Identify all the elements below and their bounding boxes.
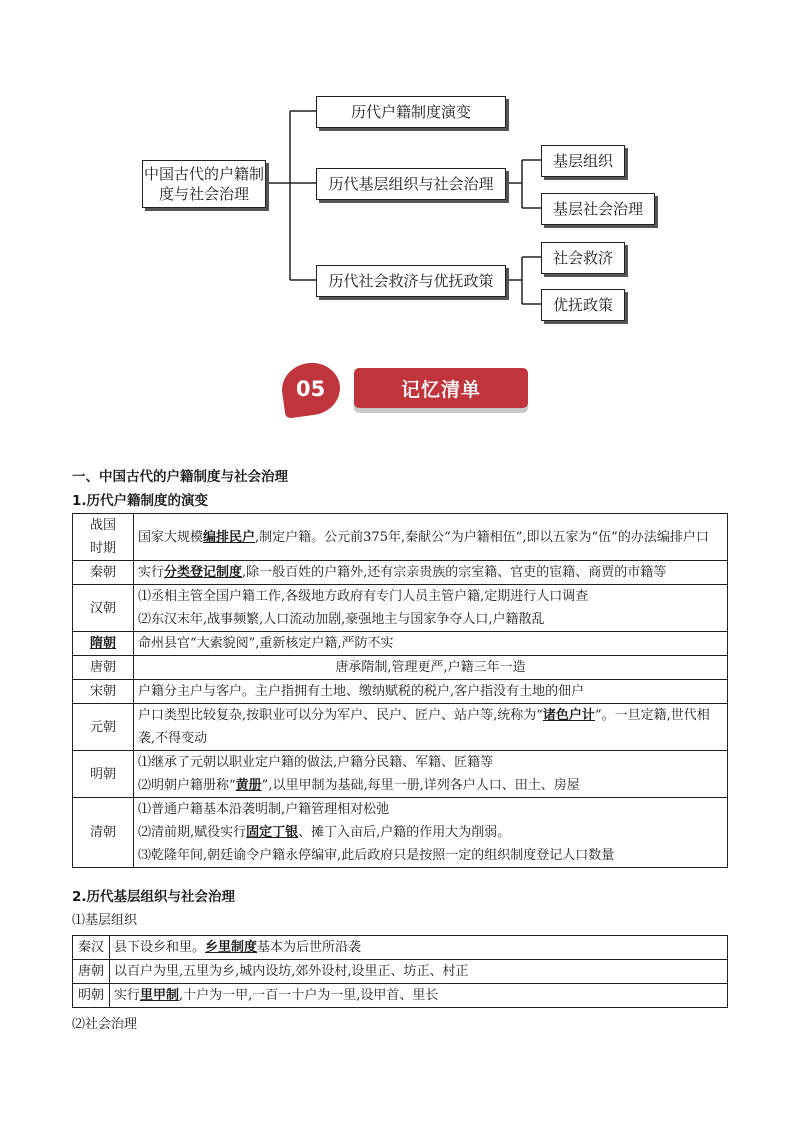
grassroots-organization-table <box>72 935 728 1008</box>
cell-text: ⑴继承了元朝以职业定户籍的做法,户籍分民籍、军籍、匠籍等 <box>138 755 494 770</box>
cell-text: ⑵明朝户籍册称“ <box>138 778 236 793</box>
mind-map-leaf <box>541 242 625 274</box>
content-cell <box>134 704 728 751</box>
content-cell <box>134 514 728 561</box>
cell-text: ⑴普通户籍基本沿袭明制,户籍管理相对松弛 <box>138 802 390 817</box>
table-row <box>73 704 728 751</box>
cell-text: 县下设乡和里。 <box>114 940 206 955</box>
subsection-heading: 2.历代基层组织与社会治理 <box>72 889 236 905</box>
mind-map-leaf-label: 社会救济 <box>552 249 613 267</box>
badge-number-circle <box>279 359 344 419</box>
part-heading: ⑵社会治理 <box>72 1017 138 1032</box>
cell-text: 户口类型比较复杂,按职业可以分为军户、民户、匠户、站户等,统称为“ <box>138 708 543 723</box>
table-row <box>73 632 728 656</box>
content-cell <box>110 984 728 1008</box>
content-cell: 户籍分主户与客户。主户指拥有土地、缴纳赋税的税户,客户指没有土地的佃户 <box>134 680 728 704</box>
dynasty-cell: 秦汉 <box>73 936 110 960</box>
dynasty-cell: 唐朝 <box>73 656 134 680</box>
cell-text: 基本为后世所沿袭 <box>257 940 362 955</box>
dynasty-cell: 清朝 <box>73 798 134 868</box>
mind-map-leaf-label: 基层社会治理 <box>552 200 643 218</box>
key-term: 里甲制 <box>140 988 180 1003</box>
cell-text: ⑴丞相主管全国户籍工作,各级地方政府有专门人员主管户籍,定期进行人口调查 <box>138 589 589 604</box>
key-term: 固定丁银 <box>246 825 299 840</box>
table-row <box>73 798 728 868</box>
mind-map-leaf-label: 基层组织 <box>552 152 613 170</box>
table-row <box>73 751 728 798</box>
dynasty-cell: 元朝 <box>73 704 134 751</box>
key-term: 诸色户计 <box>542 708 595 723</box>
dynasty-cell <box>73 632 134 656</box>
mind-map-branch-2-label: 历代基层组织与社会治理 <box>328 175 494 193</box>
table-row <box>73 656 728 680</box>
content-cell <box>110 936 728 960</box>
cell-text: 国家大规模 <box>138 529 204 545</box>
mind-map-branch-2 <box>316 168 506 200</box>
content-cell <box>134 798 728 868</box>
cell-text: ,制定户籍。公元前375年,秦献公“为户籍相伍”,即以五家为“伍”的办法编排户口 <box>255 529 709 545</box>
key-term: 乡里制度 <box>205 940 258 955</box>
key-term: 黄册 <box>235 778 262 793</box>
content-cell: 以百户为里,五里为乡,城内设坊,郊外设村,设里正、坊正、村正 <box>110 960 728 984</box>
mind-map-leaf-label: 优抚政策 <box>552 296 613 314</box>
dynasty-cell: 明朝 <box>73 751 134 798</box>
cell-text: ⑶乾隆年间,朝廷谕令户籍永停编审,此后政府只是按照一定的组织制度登记人口数量 <box>138 848 615 863</box>
cell-text: ”。一旦定籍,世代相袭,不得变动 <box>138 708 710 746</box>
mind-map-branch-1 <box>316 96 506 128</box>
household-registration-table <box>72 513 728 868</box>
content-cell: 唐承隋制,管理更严,户籍三年一造 <box>134 656 728 680</box>
cell-text: ⑵东汉末年,战事频繁,人口流动加剧,豪强地主与国家争夺人口,户籍散乱 <box>138 612 545 627</box>
table-row <box>73 680 728 704</box>
cell-text: 、摊丁入亩后,户籍的作用大为削弱。 <box>298 825 511 840</box>
content-cell <box>134 751 728 798</box>
badge-title-bar <box>354 368 528 408</box>
dynasty-cell: 明朝 <box>73 984 110 1008</box>
table-row <box>73 561 728 585</box>
mind-map-leaf <box>541 145 625 177</box>
dynasty-label: 战国 <box>89 518 116 533</box>
key-term: 编排民户 <box>203 529 256 545</box>
dynasty-cell: 秦朝 <box>73 561 134 585</box>
cell-text: 实行 <box>114 988 141 1003</box>
badge-number: 05 <box>296 377 326 402</box>
content-cell <box>134 561 728 585</box>
mind-map-leaf <box>541 289 625 321</box>
section-heading: 一、中国古代的户籍制度与社会治理 <box>72 469 288 485</box>
mind-map-root <box>142 160 266 208</box>
dynasty-cell: 唐朝 <box>73 960 110 984</box>
part-heading: ⑴基层组织 <box>72 913 138 928</box>
subsection-heading: 1.历代户籍制度的演变 <box>72 493 209 509</box>
content-cell: 命州县官“大索貌阅”,重新核定户籍,严防不实 <box>134 632 728 656</box>
dynasty-cell <box>73 514 134 561</box>
table-row <box>73 936 728 960</box>
dynasty-cell: 汉朝 <box>73 585 134 632</box>
table-row <box>73 514 728 561</box>
cell-text: ,除一般百姓的户籍外,还有宗亲贵族的宗室籍、官吏的宦籍、商贾的市籍等 <box>242 565 667 580</box>
table-row <box>73 585 728 632</box>
mind-map-branch-1-label: 历代户籍制度演变 <box>350 103 471 121</box>
key-term: 分类登记制度 <box>164 565 243 580</box>
mind-map-root-label: 中国古代的户籍制度与社会治理 <box>143 165 264 203</box>
dynasty-label: 时期 <box>89 541 116 556</box>
mind-map-leaf <box>541 193 655 225</box>
cell-text: ”,以里甲制为基础,每里一册,详列各户人口、田土、房屋 <box>261 778 580 793</box>
cell-text: ,十户为一甲,一百一十户为一里,设甲首、里长 <box>179 988 439 1003</box>
cell-text: ⑵清前期,赋役实行 <box>138 825 247 840</box>
table-row <box>73 960 728 984</box>
table-row <box>73 984 728 1008</box>
dynasty-cell: 宋朝 <box>73 680 134 704</box>
mind-map <box>0 0 800 340</box>
cell-text: 实行 <box>138 565 165 580</box>
badge-title: 记忆清单 <box>400 378 481 401</box>
content-cell <box>134 585 728 632</box>
section-badge <box>282 360 532 420</box>
mind-map-branch-3-label: 历代社会救济与优抚政策 <box>328 272 494 290</box>
dynasty-label: 隋朝 <box>89 636 116 651</box>
mind-map-branch-3 <box>316 265 506 297</box>
